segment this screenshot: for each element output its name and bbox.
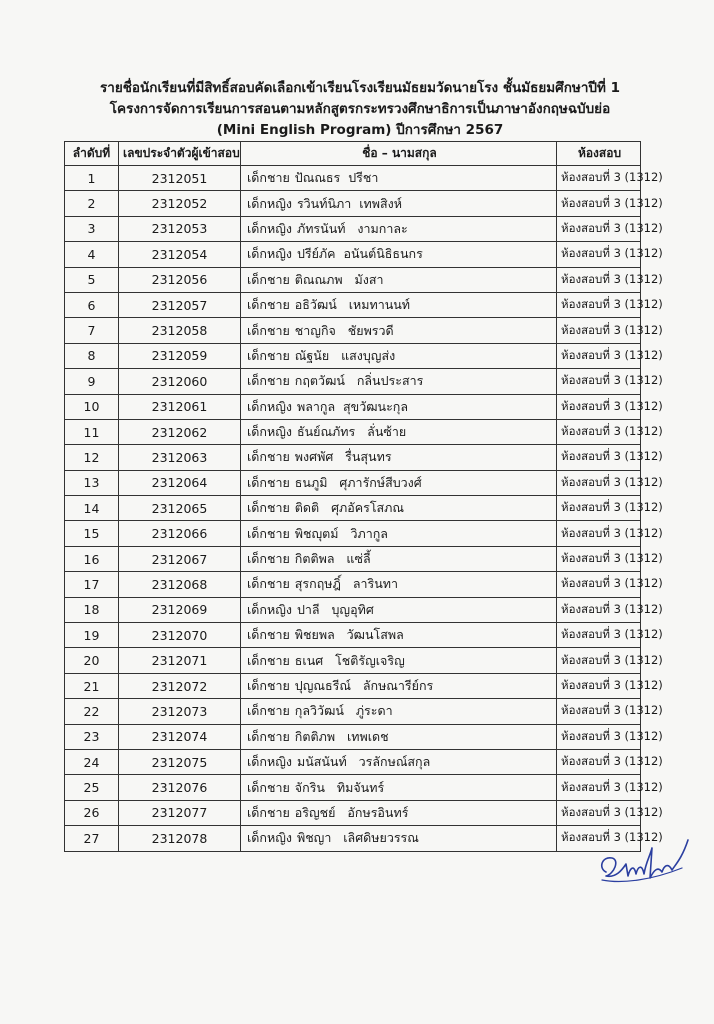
cell-no: 6 xyxy=(65,292,119,317)
cell-name xyxy=(241,343,557,368)
student-name: ติณณภพ มังสา xyxy=(294,271,384,287)
table-row xyxy=(65,394,641,419)
col-header-name: ชื่อ – นามสกุล xyxy=(241,142,557,166)
name-prefix: เด็กชาย xyxy=(247,322,290,338)
cell-no: 16 xyxy=(65,546,119,571)
name-prefix: เด็กหญิง xyxy=(247,398,292,414)
name-prefix: เด็กชาย xyxy=(247,703,290,719)
name-prefix: เด็กหญิง xyxy=(247,601,292,617)
cell-exam-id: 2312068 xyxy=(119,572,241,597)
cell-name xyxy=(241,369,557,394)
cell-name xyxy=(241,826,557,851)
cell-exam-room: ห้องสอบที่ 3 (1312) xyxy=(557,546,641,571)
name-prefix: เด็กหญิง xyxy=(247,195,292,211)
cell-no: 22 xyxy=(65,699,119,724)
cell-name xyxy=(241,521,557,546)
cell-exam-id: 2312057 xyxy=(119,292,241,317)
table-row xyxy=(65,470,641,495)
student-roster-table xyxy=(64,141,663,852)
cell-exam-id: 2312072 xyxy=(119,673,241,698)
cell-exam-room: ห้องสอบที่ 3 (1312) xyxy=(557,369,641,394)
name-prefix: เด็กชาย xyxy=(247,373,290,389)
name-prefix: เด็กชาย xyxy=(247,449,290,465)
col-header-room: ห้องสอบ xyxy=(557,142,641,166)
student-name: ภัทรนันท์ งามกาละ xyxy=(296,220,408,236)
cell-no: 11 xyxy=(65,419,119,444)
cell-exam-room: ห้องสอบที่ 3 (1312) xyxy=(557,496,641,521)
cell-exam-id: 2312052 xyxy=(119,191,241,216)
document-header xyxy=(60,78,660,141)
cell-name xyxy=(241,724,557,749)
cell-exam-room: ห้องสอบที่ 3 (1312) xyxy=(557,775,641,800)
name-prefix: เด็กชาย xyxy=(247,500,290,516)
cell-name xyxy=(241,699,557,724)
cell-no: 23 xyxy=(65,724,119,749)
header-subtitle: โครงการจัดการเรียนการสอนตามหลักสูตรกระทรวงศึกษาธิการเป็นภาษาอังกฤษฉบับย่อ xyxy=(109,101,611,117)
table-row xyxy=(65,775,641,800)
name-prefix: เด็กชาย xyxy=(247,551,290,567)
cell-exam-room: ห้องสอบที่ 3 (1312) xyxy=(557,343,641,368)
cell-no: 13 xyxy=(65,470,119,495)
name-prefix: เด็กชาย xyxy=(247,678,290,693)
cell-no: 19 xyxy=(65,623,119,648)
cell-exam-room: ห้องสอบที่ 3 (1312) xyxy=(557,699,641,724)
cell-name xyxy=(241,470,557,495)
student-name: ธันย์ณภัทร ลั่นซ้าย xyxy=(296,424,407,440)
cell-exam-id: 2312061 xyxy=(119,394,241,419)
name-prefix: เด็กชาย xyxy=(247,779,290,795)
cell-exam-id: 2312065 xyxy=(119,496,241,521)
table-row xyxy=(65,242,641,267)
cell-exam-room: ห้องสอบที่ 3 (1312) xyxy=(557,419,641,444)
cell-no: 25 xyxy=(65,775,119,800)
name-prefix: เด็กหญิง xyxy=(247,754,292,770)
table-row xyxy=(65,267,641,292)
cell-no: 21 xyxy=(65,673,119,698)
cell-exam-room: ห้องสอบที่ 3 (1312) xyxy=(557,648,641,673)
cell-exam-id: 2312071 xyxy=(119,648,241,673)
table-row xyxy=(65,521,641,546)
header-title: รายชื่อนักเรียนที่มีสิทธิ์สอบคัดเลือกเข้าเรียนโรงเรียนมัธยมวัดนายโรง ชั้นมัธยมศึกษาปีที่ 1 xyxy=(100,80,620,96)
name-prefix: เด็กชาย xyxy=(247,297,290,313)
cell-name xyxy=(241,292,557,317)
name-prefix: เด็กหญิง xyxy=(247,830,292,846)
table-row xyxy=(65,419,641,444)
signature-mark xyxy=(592,828,702,898)
name-prefix: เด็กชาย xyxy=(247,576,290,592)
table-row xyxy=(65,191,641,216)
name-prefix: เด็กชาย xyxy=(247,474,290,490)
cell-name xyxy=(241,318,557,343)
col-header-no: ลำดับที่ xyxy=(65,142,119,166)
cell-exam-id: 2312076 xyxy=(119,775,241,800)
table-row xyxy=(65,648,641,673)
cell-exam-room: ห้องสอบที่ 3 (1312) xyxy=(557,292,641,317)
cell-exam-id: 2312058 xyxy=(119,318,241,343)
student-name: มนัสนันท์ วรลักษณ์สกุล xyxy=(296,754,431,770)
cell-no: 12 xyxy=(65,445,119,470)
table-row xyxy=(65,343,641,368)
table-row xyxy=(65,546,641,571)
cell-name xyxy=(241,775,557,800)
cell-exam-room: ห้องสอบที่ 3 (1312) xyxy=(557,166,641,191)
cell-name xyxy=(241,546,557,571)
student-name: จักริน ทิมจันทร์ xyxy=(294,779,385,795)
student-name: อริญชย์ อักษรอินทร์ xyxy=(294,804,409,820)
cell-no: 5 xyxy=(65,267,119,292)
cell-name xyxy=(241,749,557,774)
cell-name xyxy=(241,166,557,191)
cell-name xyxy=(241,419,557,444)
name-prefix: เด็กชาย xyxy=(247,627,290,643)
table-row xyxy=(65,216,641,241)
cell-name xyxy=(241,267,557,292)
cell-name xyxy=(241,673,557,698)
cell-no: 15 xyxy=(65,521,119,546)
cell-exam-room: ห้องสอบที่ 3 (1312) xyxy=(557,191,641,216)
table-row xyxy=(65,826,641,851)
cell-exam-room: ห้องสอบที่ 3 (1312) xyxy=(557,800,641,825)
name-prefix: เด็กชาย xyxy=(247,525,290,541)
cell-name xyxy=(241,242,557,267)
student-name: กฤตวัฒน์ กลิ่นประสาร xyxy=(294,373,424,389)
name-prefix: เด็กชาย xyxy=(247,728,290,744)
student-name: ณัฐนัย แสงบุญส่ง xyxy=(294,347,396,363)
cell-no: 27 xyxy=(65,826,119,851)
cell-name xyxy=(241,394,557,419)
cell-exam-room: ห้องสอบที่ 3 (1312) xyxy=(557,826,641,851)
table-row xyxy=(65,166,641,191)
student-name: พลากูล สุขวัฒนะกุล xyxy=(296,398,409,414)
cell-no: 3 xyxy=(65,216,119,241)
cell-no: 10 xyxy=(65,394,119,419)
cell-exam-id: 2312066 xyxy=(119,521,241,546)
cell-no: 24 xyxy=(65,749,119,774)
table-row xyxy=(65,572,641,597)
student-name: ธนภูมิ ศุภารักษ์สีบวงศ์ xyxy=(294,474,422,490)
table-row xyxy=(65,318,641,343)
name-prefix: เด็กหญิง xyxy=(247,424,292,440)
student-name: ปาลี บุญอุทิศ xyxy=(296,601,374,617)
cell-no: 20 xyxy=(65,648,119,673)
student-name: ติดติ ศุภอัครโสภณ xyxy=(294,500,405,516)
table-row xyxy=(65,369,641,394)
student-name: พงศพัศ รื่นสุนทร xyxy=(294,449,392,465)
table-row xyxy=(65,496,641,521)
cell-exam-id: 2312069 xyxy=(119,597,241,622)
cell-exam-id: 2312078 xyxy=(119,826,241,851)
cell-exam-id: 2312067 xyxy=(119,546,241,571)
student-name: กิตติภพ เทพเดช xyxy=(294,728,389,744)
cell-no: 7 xyxy=(65,318,119,343)
table-row xyxy=(65,699,641,724)
cell-exam-id: 2312064 xyxy=(119,470,241,495)
cell-exam-room: ห้องสอบที่ 3 (1312) xyxy=(557,445,641,470)
student-name: ปรีย์ภัค อนันต์นิธิธนกร xyxy=(296,246,423,262)
cell-exam-id: 2312051 xyxy=(119,166,241,191)
table-header xyxy=(65,142,641,166)
student-name: ชาญกิจ ชัยพรวดี xyxy=(294,322,394,338)
name-prefix: เด็กหญิง xyxy=(247,220,292,236)
student-name: พิชยพล วัฒนโสพล xyxy=(294,627,404,643)
cell-no: 9 xyxy=(65,369,119,394)
table-row xyxy=(65,597,641,622)
cell-exam-id: 2312074 xyxy=(119,724,241,749)
cell-no: 2 xyxy=(65,191,119,216)
name-prefix: เด็กชาย xyxy=(247,271,290,287)
cell-exam-id: 2312073 xyxy=(119,699,241,724)
cell-exam-room: ห้องสอบที่ 3 (1312) xyxy=(557,623,641,648)
cell-no: 14 xyxy=(65,496,119,521)
cell-exam-id: 2312077 xyxy=(119,800,241,825)
cell-exam-id: 2312059 xyxy=(119,343,241,368)
table-row xyxy=(65,724,641,749)
student-name: ปุญณธรีณ์ ลักษณารีย์กร xyxy=(294,678,434,693)
cell-no: 1 xyxy=(65,166,119,191)
cell-exam-id: 2312056 xyxy=(119,267,241,292)
cell-exam-room: ห้องสอบที่ 3 (1312) xyxy=(557,242,641,267)
cell-exam-id: 2312053 xyxy=(119,216,241,241)
student-name: กุลวิวัฒน์ ภู่ระดา xyxy=(294,703,393,719)
cell-name xyxy=(241,216,557,241)
table-row xyxy=(65,800,641,825)
col-header-exam-id: เลขประจำตัวผู้เข้าสอบ xyxy=(119,142,241,166)
cell-exam-id: 2312063 xyxy=(119,445,241,470)
name-prefix: เด็กหญิง xyxy=(247,246,292,262)
cell-exam-room: ห้องสอบที่ 3 (1312) xyxy=(557,267,641,292)
table-body xyxy=(65,166,663,852)
cell-no: 18 xyxy=(65,597,119,622)
cell-exam-id: 2312075 xyxy=(119,749,241,774)
table-row xyxy=(65,673,641,698)
name-prefix: เด็กชาย xyxy=(247,347,290,363)
cell-exam-room: ห้องสอบที่ 3 (1312) xyxy=(557,318,641,343)
table-row xyxy=(65,749,641,774)
cell-exam-room: ห้องสอบที่ 3 (1312) xyxy=(557,470,641,495)
cell-exam-room: ห้องสอบที่ 3 (1312) xyxy=(557,521,641,546)
cell-exam-id: 2312054 xyxy=(119,242,241,267)
cell-exam-id: 2312070 xyxy=(119,623,241,648)
table-row xyxy=(65,623,641,648)
cell-name xyxy=(241,191,557,216)
cell-exam-room: ห้องสอบที่ 3 (1312) xyxy=(557,572,641,597)
cell-no: 17 xyxy=(65,572,119,597)
table-row xyxy=(65,445,641,470)
table-row xyxy=(65,292,641,317)
cell-exam-id: 2312060 xyxy=(119,369,241,394)
cell-exam-room: ห้องสอบที่ 3 (1312) xyxy=(557,216,641,241)
student-name: กิตติพล แซ่ลี้ xyxy=(294,551,371,567)
student-name: รวินท์นิภา เทพสิงห์ xyxy=(296,195,402,211)
cell-no: 8 xyxy=(65,343,119,368)
student-name: ปัณณธร ปรีชา xyxy=(294,170,379,186)
student-name: สุรกฤษฎิ์ ลารินทา xyxy=(294,576,399,592)
cell-name xyxy=(241,445,557,470)
student-name: ธเนศ โชติรัญเจริญ xyxy=(294,652,405,668)
cell-name xyxy=(241,597,557,622)
name-prefix: เด็กชาย xyxy=(247,170,290,186)
cell-exam-room: ห้องสอบที่ 3 (1312) xyxy=(557,749,641,774)
student-name: พิชญา เลิศดิษยวรรณ xyxy=(296,830,419,846)
name-prefix: เด็กชาย xyxy=(247,652,290,668)
cell-exam-room: ห้องสอบที่ 3 (1312) xyxy=(557,724,641,749)
cell-name xyxy=(241,496,557,521)
cell-name xyxy=(241,623,557,648)
cell-no: 4 xyxy=(65,242,119,267)
student-name: พิชญุตม์ วิภากูล xyxy=(294,525,388,541)
name-prefix: เด็กชาย xyxy=(247,804,290,820)
cell-exam-id: 2312062 xyxy=(119,419,241,444)
cell-name xyxy=(241,800,557,825)
cell-exam-room: ห้องสอบที่ 3 (1312) xyxy=(557,394,641,419)
table-header-row xyxy=(65,142,641,166)
cell-exam-room: ห้องสอบที่ 3 (1312) xyxy=(557,673,641,698)
header-program-year: (Mini English Program) ปีการศึกษา 2567 xyxy=(216,122,504,138)
cell-name xyxy=(241,648,557,673)
cell-no: 26 xyxy=(65,800,119,825)
cell-exam-room: ห้องสอบที่ 3 (1312) xyxy=(557,597,641,622)
cell-name xyxy=(241,572,557,597)
student-name: อธิวัฒน์ เหมทานนท์ xyxy=(294,297,411,313)
